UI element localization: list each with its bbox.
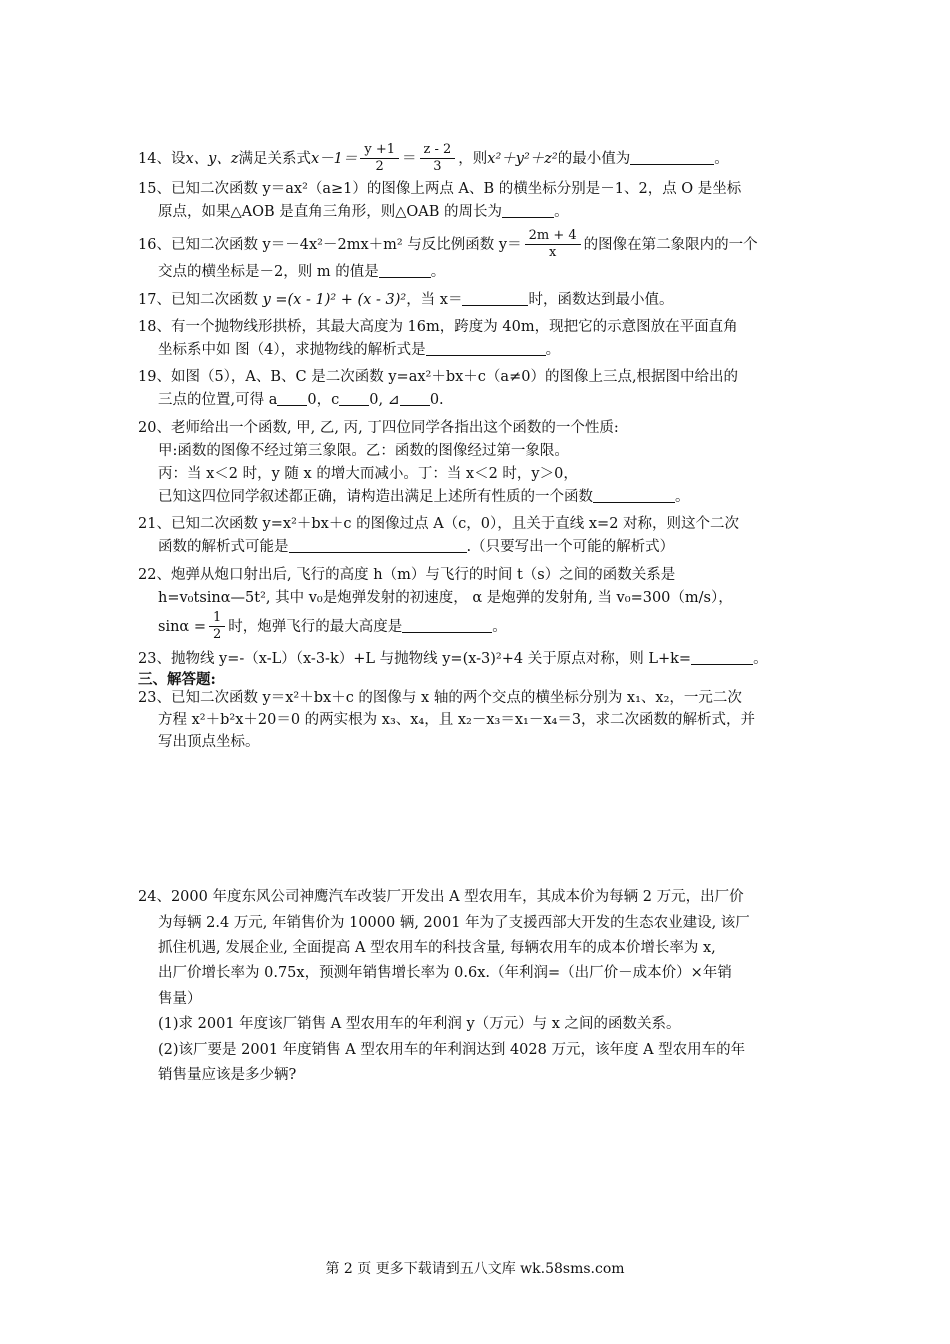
q22-line1: 22、炮弹从炮口射出后, 飞行的高度 h（m）与飞行的时间 t（s）之间的函数关系是 <box>138 566 676 583</box>
page-footer: 第 2 页 更多下载请到五八文库 wk.58sms.com <box>325 1261 625 1277</box>
fraction <box>420 142 456 176</box>
q19-line1: 19、如图（5），A、B、C 是二次函数 y=ax²＋bx＋c（a≠0）的图像上三点,根据图中给出的 <box>138 369 739 386</box>
q23b-line3: 写出顶点坐标。 <box>158 733 260 750</box>
q22-line2: h=v₀tsinα—5t², 其中 v₀是炮弹发射的初速度， α 是炮弹的发射角, 当 v₀=300（m/s）， <box>158 589 733 606</box>
section-heading: 三、解答题: <box>138 670 216 688</box>
q16-text2: 的图像在第二象限内的一个 <box>583 236 758 253</box>
q14-text4: 的最小值为 <box>557 150 631 167</box>
question-14: 14、设x、y、z满足关系式x－1＝ $\frac{y +1}{2}$ ＝ $\frac{z - 2}{3}$ ，则x²＋y²＋z²的最小值为 。 <box>138 142 729 175</box>
answer-space <box>138 757 814 885</box>
answer-blank[interactable] <box>426 342 546 356</box>
answer-blank[interactable] <box>593 489 675 503</box>
fraction-numerator: 2m + 4 <box>525 228 581 245</box>
content <box>138 142 814 1092</box>
answer-blank[interactable] <box>339 392 369 406</box>
answer-blank[interactable] <box>691 651 753 665</box>
q14-expr: x²＋y²＋z² <box>487 150 558 167</box>
q19-text2: 0，c <box>307 392 340 409</box>
question-23b <box>138 688 814 753</box>
q21-line1: 21、已知二次函数 y=x²＋bx＋c 的图像过点 A（c，0），且关于直线 x=2 对称，则这个二次 <box>138 516 740 533</box>
q24-line2: 为每辆 2.4 万元, 年销售价为 10000 辆, 2001 年为了支援西部大开发的生态农业建设, 该厂 <box>158 914 750 931</box>
q19-end: 0. <box>429 392 444 409</box>
q16-end: 。 <box>430 264 446 281</box>
q14-text3: ，则 <box>458 150 488 167</box>
question-17 <box>138 289 814 312</box>
q17-expr: y =(x - 1)² + (x - 3)² <box>262 291 407 308</box>
q23b-line1: 23、已知二次函数 y＝x²＋bx＋c 的图像与 x 轴的两个交点的横坐标分别为 x₁、x₂，一元二次 <box>138 690 742 707</box>
q20-line3: 丙：当 x＜2 时，y 随 x 的增大而减小。丁：当 x＜2 时，y＞0， <box>158 465 578 482</box>
q22-end: 。 <box>492 618 507 635</box>
q20-line2: 甲:函数的图像不经过第三象限。乙：函数的图像经过第一象限。 <box>158 442 569 459</box>
question-20 <box>138 417 814 510</box>
question-24 <box>138 885 814 1088</box>
fraction <box>360 142 399 176</box>
q14-vars: x、y、z <box>185 150 239 167</box>
q24-line1: 24、2000 年度东风公司神鹰汽车改装厂开发出 A 型农用车，其成本价为每辆 2 万元，出厂价 <box>138 889 744 906</box>
q21-end: .（只要写出一个可能的解析式） <box>466 539 675 556</box>
question-16 <box>138 228 814 285</box>
q15-line2: 原点，如果△AOB 是直角三角形，则△OAB 的周长为 <box>158 203 503 220</box>
q20-line4: 已知这四位同学叙述都正确，请构造出满足上述所有性质的一个函数 <box>158 489 593 506</box>
fraction-denominator: 2 <box>212 627 222 643</box>
q16-text: 16、已知二次函数 y＝－4x²－2mx＋m² 与反比例函数 y＝ <box>138 236 522 253</box>
question-18 <box>138 316 814 362</box>
answer-blank[interactable] <box>630 151 714 165</box>
q18-line2: 坐标系中如 图（4），求抛物线的解析式是 <box>158 341 426 358</box>
q21-line2: 函数的解析式可能是 <box>158 539 289 556</box>
q23a-text: 23、抛物线 y=-（x-L）（x-3-k）+L 与抛物线 y=(x-3)²+4 关于原点对称，则 L+k= <box>138 650 692 667</box>
fraction <box>209 610 225 644</box>
q24-line3: 抓住机遇, 发展企业, 全面提高 A 型农用车的科技含量, 每辆农用车的成本价增长率为 x, <box>158 940 716 957</box>
q17-text: 17、已知二次函数 <box>138 291 258 308</box>
q14-eq: x－1＝ <box>310 150 358 167</box>
q20-line1: 20、老师给出一个函数, 甲, 乙, 丙, 丁四位同学各指出这个函数的一个性质: <box>138 419 619 436</box>
q18-line1: 18、有一个抛物线形拱桥，其最大高度为 16m，跨度为 40m，现把它的示意图放在平面直角 <box>138 318 738 335</box>
q24-part2: (2)该厂要是 2001 年度销售 A 型农用车的年利润达到 4028 万元，该年度 A 型农用车的年 <box>158 1041 746 1058</box>
question-21 <box>138 513 814 559</box>
q24-line4: 出厂价增长率为 0.75x，预测年销售增长率为 0.6x.（年利润=（出厂价－成本价）×年销 <box>158 965 732 982</box>
q22-text2: 时，炮弹飞行的最大高度是 <box>228 618 403 635</box>
q17-text3: 时，函数达到最小值。 <box>528 291 674 308</box>
answer-blank[interactable] <box>502 204 554 218</box>
answer-blank[interactable] <box>379 264 431 278</box>
q22-line3: sinα = <box>158 618 206 635</box>
fraction-denominator: 3 <box>433 159 442 175</box>
question-22 <box>138 564 814 644</box>
q19-line2: 三点的位置,可得 a <box>158 392 278 409</box>
q15-line1: 15、已知二次函数 y＝ax²（a≥1）的图像上两点 A、B 的横坐标分别是－1、2，点 O 是坐标 <box>138 180 742 197</box>
fraction-denominator: 2 <box>375 159 384 175</box>
answer-blank[interactable] <box>289 539 467 553</box>
answer-blank[interactable] <box>402 619 492 633</box>
question-19 <box>138 366 814 412</box>
fraction <box>525 228 581 262</box>
fraction-numerator: z - 2 <box>420 142 456 159</box>
q14-text: 14、设 <box>138 150 186 167</box>
q20-end: 。 <box>675 489 690 506</box>
q15-end: 。 <box>554 203 569 220</box>
answer-blank[interactable] <box>462 292 528 306</box>
q14-end: 。 <box>714 150 729 167</box>
q24-part1: (1)求 2001 年度该厂销售 A 型农用车的年利润 y（万元）与 x 之间的函数关系。 <box>158 1016 681 1033</box>
question-15 <box>138 178 814 224</box>
q24-part2-cont: 销售量应该是多少辆? <box>158 1066 297 1083</box>
q16-line2: 交点的横坐标是－2，则 m 的值是 <box>158 264 379 281</box>
q23b-line2: 方程 x²＋b²x＋20＝0 的两实根为 x₃、x₄，且 x₂－x₃＝x₁－x₄＝3，求二次函数的解析式，并 <box>158 711 756 728</box>
fraction-numerator: y +1 <box>360 142 399 159</box>
q23a-end: 。 <box>753 650 768 667</box>
fraction-numerator: 1 <box>209 610 225 627</box>
q18-end: 。 <box>545 341 561 358</box>
answer-blank[interactable] <box>277 392 307 406</box>
q14-text2: 满足关系式 <box>238 150 311 167</box>
q17-text2: ，当 x＝ <box>406 291 463 308</box>
fraction-denominator: x <box>548 245 557 261</box>
question-23a <box>138 648 814 671</box>
q19-text3: 0, ⊿ <box>369 392 400 409</box>
q24-line5: 售量） <box>158 990 202 1007</box>
answer-blank[interactable] <box>400 392 430 406</box>
